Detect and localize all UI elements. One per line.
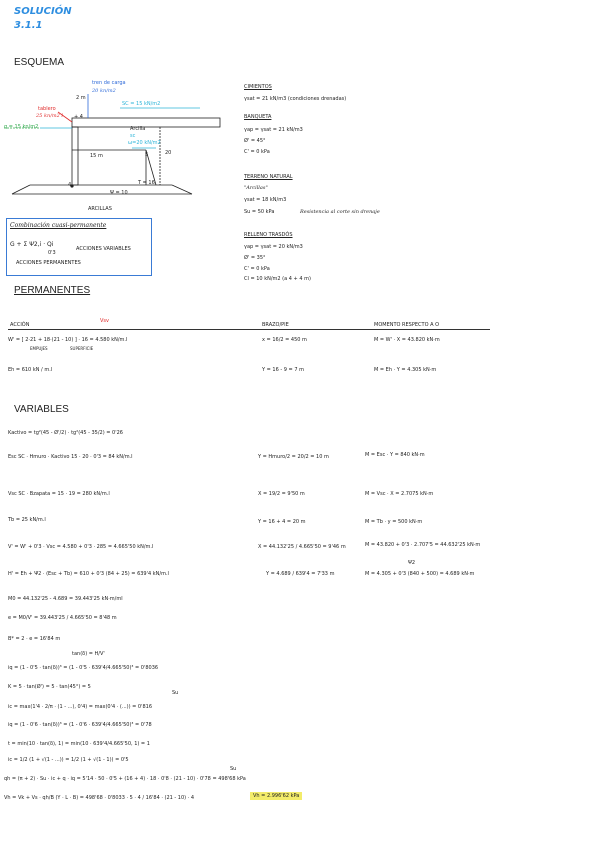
var-ic2: ic = 1/2 (1 + √(1 - ...)) = 1/2 (1 + √(1 - 1)) = 0'5 (8, 757, 129, 763)
result-highlight: Vh = 2.996'62 kPa (250, 792, 302, 800)
row1-momento: M = W' · X = 43.820 kN·m (374, 337, 440, 343)
var-kactivo: Kactivo = tg²(45 - Ø'/2) · tg²(45 - 35/2) = 0'26 (8, 430, 123, 436)
variables-label: ACCIONES VARIABLES (76, 246, 131, 252)
var-e: e = M0/V' = 39.443'25 / 4.665'50 = 8'48 m (8, 615, 117, 621)
t-label: T = 16 (138, 180, 155, 186)
var-h-brazo: Y = 4.689 / 639'4 = 7'33 m (266, 571, 335, 577)
permanentes-label: ACCIONES PERMANENTES (16, 260, 81, 266)
arcilla-value: ω=20 kN/m2 (128, 140, 161, 146)
var-esc-momento: M = Esc · Y = 840 kN·m (365, 452, 425, 458)
cyan-load: q = 15 kn/m2 (4, 124, 39, 130)
combination-title: Combinación cuasi-permanente (10, 222, 107, 229)
table-rule (8, 329, 490, 330)
section-permanentes: PERMANENTES (14, 285, 91, 296)
var-tan-delta: tan(δ) = H/V' (72, 651, 105, 657)
col-momento: MOMENTO RESPECTO A O (374, 322, 440, 328)
var-h-momento: M = 4.305 + 0'3 (840 + 500) = 4.689 kN·m (365, 571, 475, 577)
relleno-line-3: C' = 0 kPa (244, 266, 270, 272)
var-qh: qh = (π + 2) · Su · ic + q · iq = 5'14 · 50 · 0'5 + (16 + 4) · 18 · 0'8 · (21 - 10) · 0'78 = 498'68 kPa (4, 776, 246, 782)
deck-slab (72, 118, 220, 127)
var-v-brazo: X = 44.132'25 / 4.665'50 = 9'46 m (258, 544, 346, 550)
banqueta-line-1: γap = γsat = 21 kN/m3 (244, 127, 303, 133)
col-accion: ACCIÓN (10, 322, 30, 328)
var-iq1: iq = (1 - 0'5 · tan(δ))³ = (1 - 0'5 · 639'4/4.665'50)³ = 0'8036 (8, 665, 159, 671)
terreno-line-1: "Arcillas" (244, 185, 268, 191)
banqueta-line-2: Ø' = 45° (244, 138, 266, 144)
terreno-line-3: Su = 50 kPa (244, 209, 275, 215)
var-su-note-2: Su (230, 766, 237, 772)
wall-stem (72, 127, 78, 185)
var-vsc-brazo: X = 19/2 = 9'50 m (258, 491, 305, 497)
terreno-note: Resistencia al corte sin drenaje (300, 209, 380, 215)
row1-brazo: x = 16/2 = 450 m (262, 337, 307, 343)
var-esc: Esc SC · Hmuro · Kactivo 15 · 20 · 0'3 = 84 kN/m.l (8, 454, 133, 460)
dim-5: 5 (145, 152, 149, 158)
row2-brazo: Y = 16 - 9 = 7 m (262, 367, 304, 373)
section-variables: VARIABLES (14, 404, 69, 415)
var-iq2: iq = (1 - 0'6 · tan(δ))³ = (1 - 0'6 · 639'4/4.665'50)³ = 0'78 (8, 722, 152, 728)
var-psi-note: Ψ2 (408, 560, 416, 566)
banqueta-header: BANQUETA (244, 114, 272, 120)
relleno-header: RELLENO TRASDÓS (244, 232, 293, 238)
relleno-line-4: Cl = 10 kN/m2 (a 4 + 4 m) (244, 276, 311, 282)
row2-momento: M = Eh · Y = 4.305 kN·m (374, 367, 437, 373)
var-k: K = 5 · tan(Ø') = 5 · tan(45°) = 5 (8, 684, 91, 690)
dim-15: 15 m (90, 153, 103, 159)
cimientos-header: CIMIENTOS (244, 84, 272, 90)
var-ic1: ic = max(1'4 · 2/π · (1 - ...), 0'4) = max(0'4 · (...)) = 0'816 (8, 704, 153, 710)
solution-number: 3.1.1 (14, 20, 43, 31)
deck-load-label: tablero (38, 106, 56, 112)
surcharge-label: SC = 15 kN/m2 (122, 101, 161, 107)
arcilla-sub: sc (130, 133, 136, 139)
var-tb-momento: M = Tb · y = 500 kN·m (365, 519, 423, 525)
top-dim: 2 m (76, 95, 86, 101)
dim-20: 20 (165, 150, 172, 156)
var-tb-brazo: Y = 16 + 4 = 20 m (258, 519, 306, 525)
relleno-line-1: γap = γsat = 20 kN/m3 (244, 244, 303, 250)
row1-accion: W' = [ 2·21 + 18·(21 - 10) ] · 16 = 4.580 kN/m.l (8, 337, 128, 343)
arcillas-label: ARCILLAS (88, 206, 112, 212)
train-load-value: 20 kn/m2 (92, 88, 116, 94)
var-esc-brazo: Y = Hmuro/2 = 20/2 = 10 m (258, 454, 329, 460)
vsv-note: Vsv (100, 318, 109, 324)
combination-psi: 0'3 (48, 250, 56, 256)
col-brazo: BRAZO/PIE (262, 322, 289, 328)
var-h-prime: H' = Eh + Ψ2 · (Esc + Tb) = 610 + 0'3 (84 + 25) = 639'4 kN/m.l (8, 571, 169, 577)
section-esquema: ESQUEMA (14, 57, 65, 68)
var-t: t = min(10 · tan(δ), 1) = min(10 · 639'4/4.665'50, 1) = 1 (8, 741, 150, 747)
eh-label: Ψ = 10 (110, 190, 128, 196)
row2-accion: Eh = 610 kN / m.l (8, 367, 53, 373)
var-v-momento: M = 43.820 + 0'3 · 2.707'5 = 44.632'25 kN·m (365, 542, 481, 548)
var-m0: M0 = 44.132'25 - 4.689 = 39.443'25 kN·m/ml (8, 596, 123, 602)
dim-4: + 4 (74, 114, 83, 120)
relleno-line-2: Ø' = 35° (244, 255, 266, 261)
var-vh: Vh = Vk + Vs · qh/B (Y · L · B) = 498'68 · 0'8033 · 5 · 4 / 16'84 · (21 - 10) · 4 (4, 795, 195, 801)
solution-title: SOLUCIÓN (14, 6, 72, 17)
arcilla-label: Arcilla (130, 126, 146, 132)
var-tb: Tb = 25 kN/m.l (8, 517, 46, 523)
var-vsc: Vsc SC · Bzapata = 15 · 19 = 280 kN/m.l (8, 491, 110, 497)
row1-sub1: EMPUJES (30, 346, 48, 351)
dim-0: 4 (68, 182, 72, 188)
terreno-header: TERRENO NATURAL (244, 174, 293, 180)
deck-load-value: 25 kn/m2 l (36, 113, 63, 119)
cimientos-line: γsat = 21 kN/m3 (condiciones drenadas) (244, 96, 347, 102)
var-su-note: Su (172, 690, 179, 696)
combination-formula: G + Σ Ψ2,i · Qi (10, 241, 54, 248)
terreno-line-2: γsat = 18 kN/m3 (244, 197, 287, 203)
var-v-prime: V' = W' + 0'3 · Vsc = 4.580 + 0'3 · 285 = 4.665'50 kN/m.l (8, 544, 154, 550)
var-vsc-momento: M = Vsc · X = 2.7075 kN·m (365, 491, 434, 497)
banqueta-line-3: C' = 0 kPa (244, 149, 270, 155)
train-load-label: tren de carga (92, 80, 126, 86)
row1-sub2: SUPERFICIE (70, 346, 94, 351)
var-b-star: B* = 2 · e = 16'84 m (8, 636, 61, 642)
